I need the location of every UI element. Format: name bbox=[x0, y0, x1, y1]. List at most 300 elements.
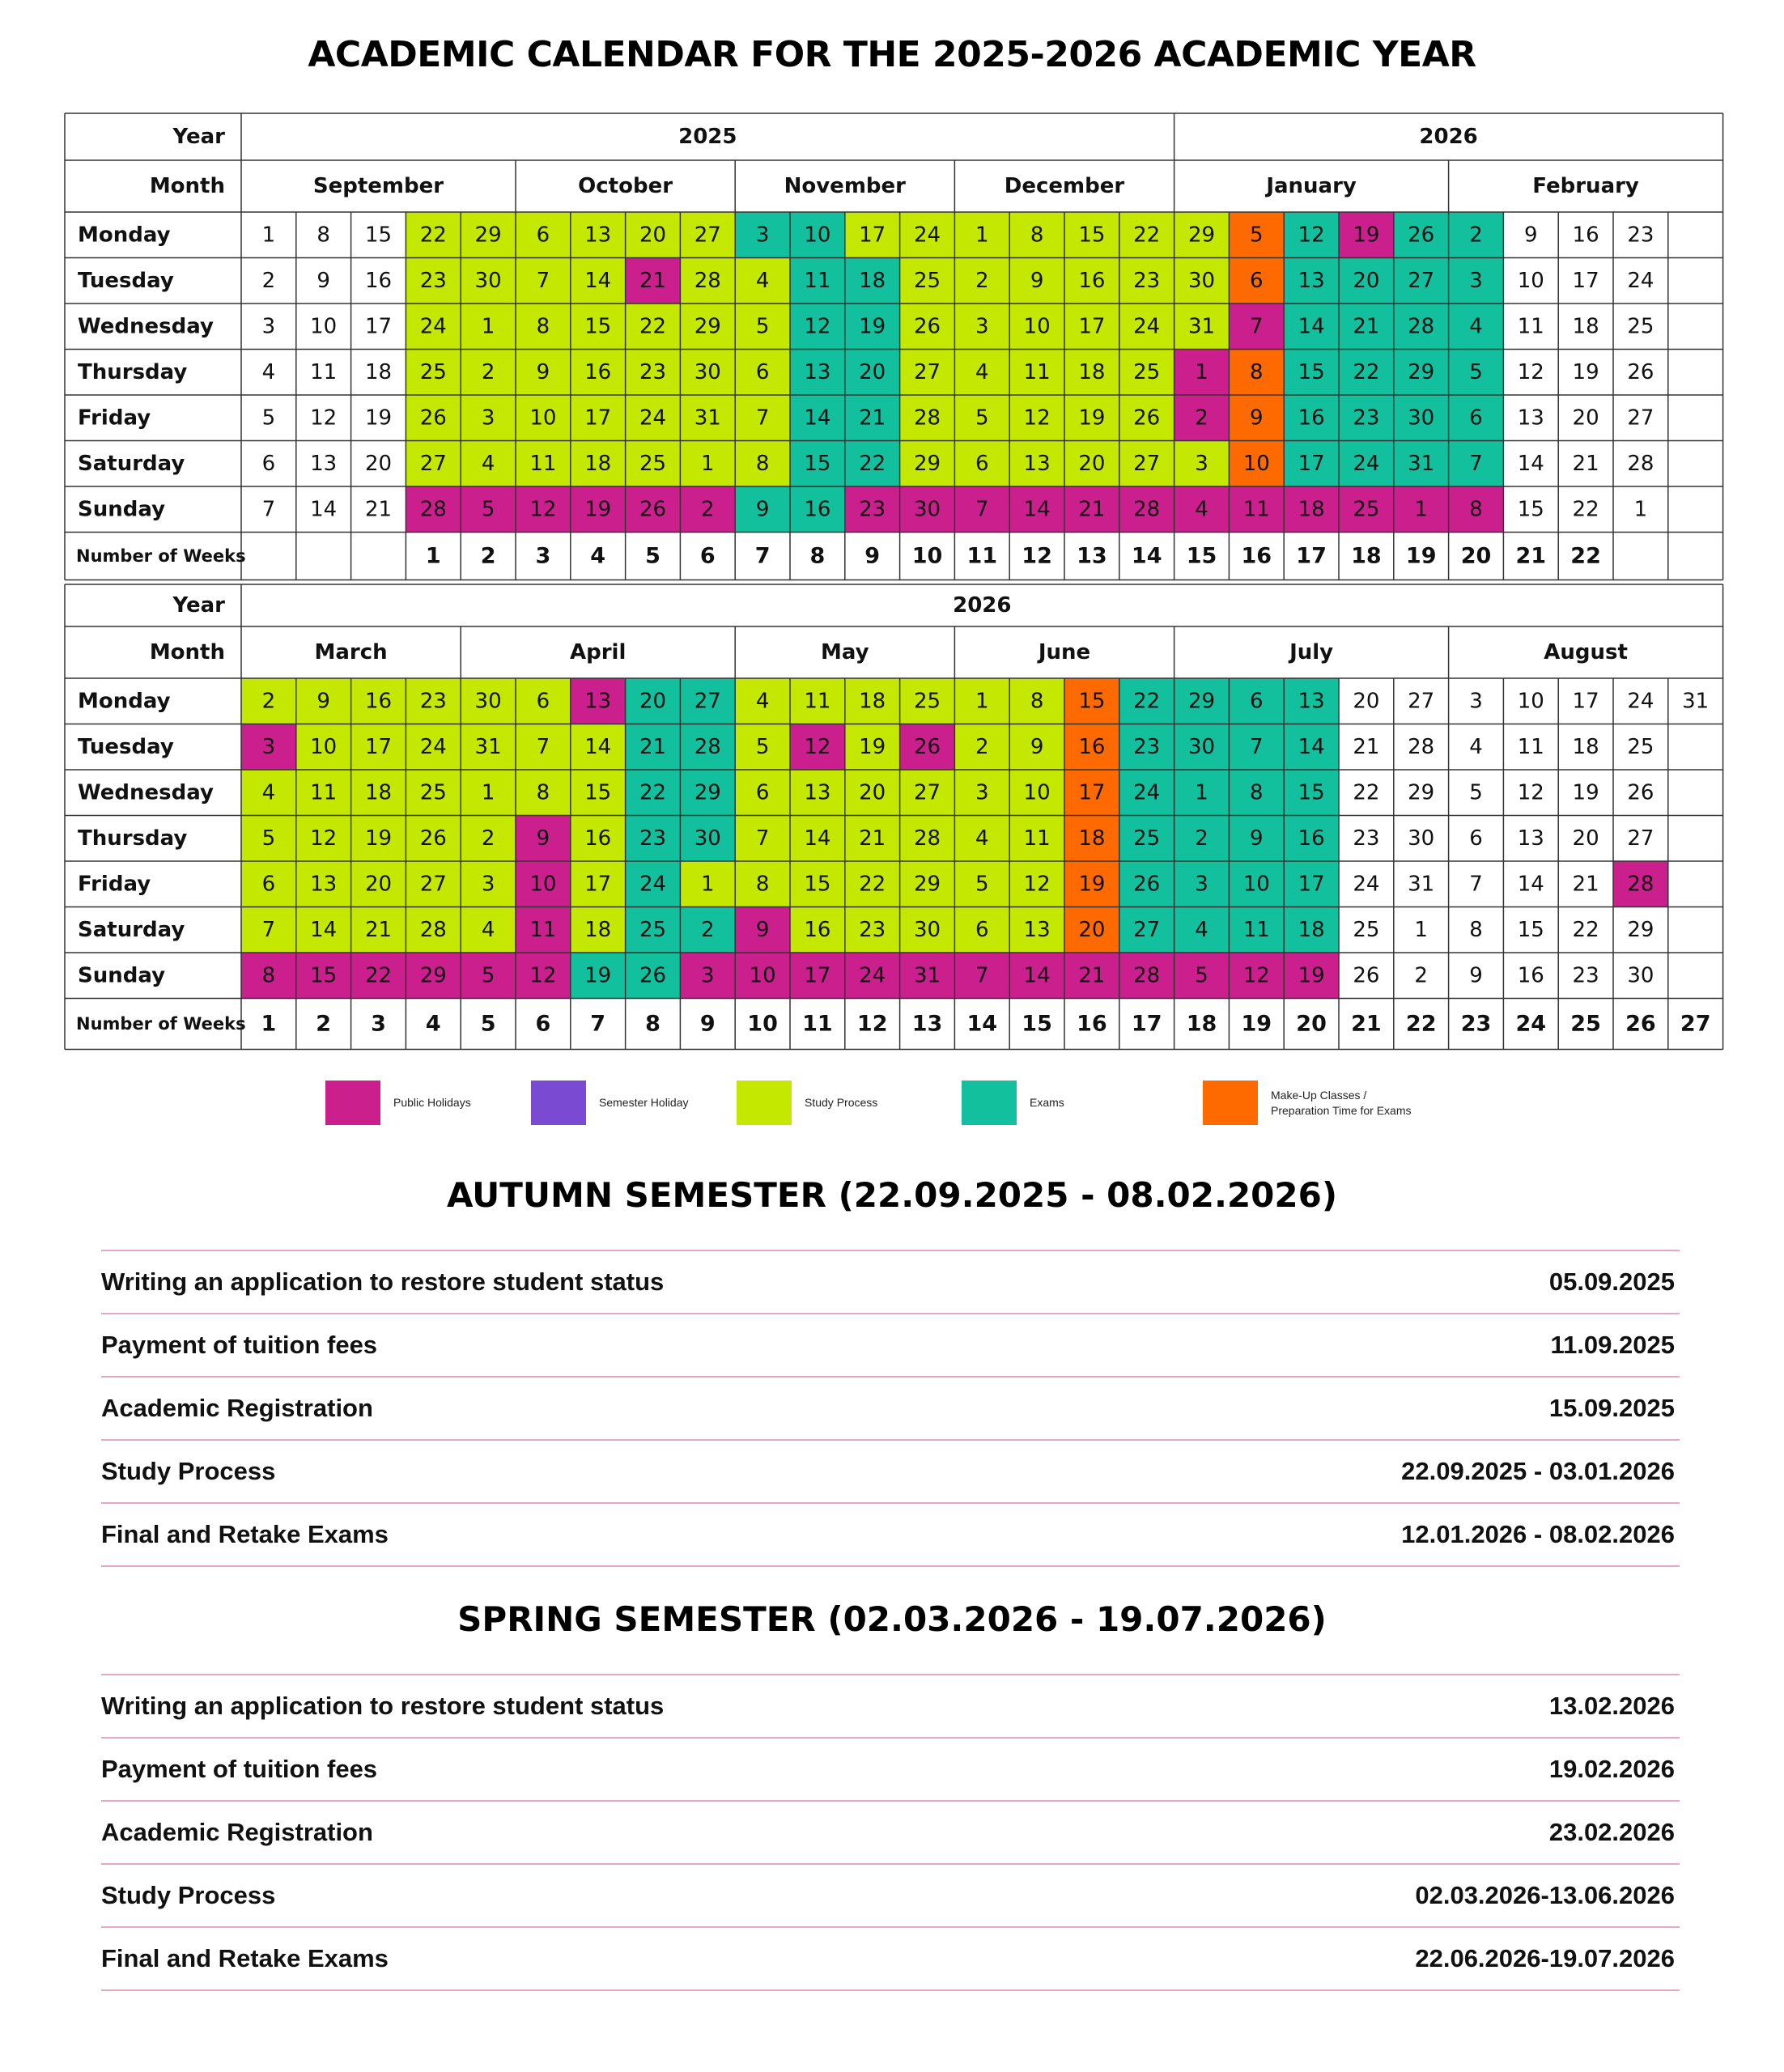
calendar-day: 21 bbox=[1353, 734, 1380, 759]
spring-semester-title: SPRING SEMESTER (02.03.2026 - 19.07.2026) bbox=[457, 1599, 1327, 1639]
schedule-date: 22.09.2025 - 03.01.2026 bbox=[1401, 1457, 1675, 1485]
week-number: 8 bbox=[645, 1011, 661, 1037]
calendar-day: 27 bbox=[913, 359, 941, 384]
schedule-date: 19.02.2026 bbox=[1548, 1755, 1675, 1783]
calendar-day: 6 bbox=[1469, 405, 1483, 431]
calendar-day: 22 bbox=[859, 451, 886, 476]
month-header: November bbox=[784, 174, 906, 198]
calendar-day: 31 bbox=[913, 963, 941, 988]
calendar-day: 18 bbox=[1078, 826, 1106, 851]
calendar-day: 7 bbox=[755, 405, 770, 431]
calendar-day: 27 bbox=[1133, 917, 1161, 942]
calendar-day: 2 bbox=[701, 917, 715, 942]
calendar-day: 4 bbox=[755, 268, 770, 293]
calendar-day: 30 bbox=[1627, 963, 1654, 988]
calendar-day: 4 bbox=[261, 780, 276, 805]
calendar-day: 25 bbox=[1133, 359, 1161, 384]
week-number: 7 bbox=[754, 543, 771, 569]
row-label-weeks: Number of Weeks bbox=[76, 546, 246, 566]
week-number: 19 bbox=[1241, 1011, 1272, 1037]
calendar-day: 17 bbox=[584, 405, 612, 431]
calendar-day: 21 bbox=[1353, 314, 1380, 339]
month-header: April bbox=[570, 640, 627, 664]
month-header: January bbox=[1266, 174, 1357, 198]
calendar-day: 28 bbox=[1627, 451, 1654, 476]
calendar-day: 28 bbox=[913, 826, 941, 851]
calendar-day: 8 bbox=[316, 223, 330, 248]
calendar-day: 18 bbox=[584, 917, 612, 942]
calendar-day: 12 bbox=[804, 734, 831, 759]
calendar-day: 22 bbox=[639, 314, 667, 339]
calendar-day: 19 bbox=[1572, 359, 1599, 384]
calendar-day: 2 bbox=[1195, 405, 1208, 431]
calendar-day: 16 bbox=[584, 826, 612, 851]
calendar-day: 2 bbox=[1195, 826, 1208, 851]
calendar-day: 10 bbox=[1242, 872, 1270, 897]
row-label-day: Saturday bbox=[78, 917, 185, 942]
calendar-day: 3 bbox=[975, 780, 989, 805]
week-number: 17 bbox=[1131, 1011, 1162, 1037]
calendar-day: 20 bbox=[1572, 826, 1599, 851]
schedule-date: 15.09.2025 bbox=[1548, 1394, 1675, 1422]
legend-swatch-semester-holiday bbox=[531, 1081, 586, 1125]
calendar-day: 29 bbox=[694, 314, 721, 339]
calendar-day: 23 bbox=[1627, 223, 1654, 248]
calendar-day: 26 bbox=[639, 497, 667, 522]
calendar-day: 2 bbox=[975, 268, 989, 293]
calendar-day: 28 bbox=[694, 734, 721, 759]
week-number: 18 bbox=[1351, 543, 1382, 569]
calendar-day: 9 bbox=[755, 497, 770, 522]
calendar-day: 11 bbox=[1517, 314, 1544, 339]
calendar-day: 29 bbox=[694, 780, 721, 805]
calendar-day: 3 bbox=[1469, 268, 1483, 293]
calendar-day: 6 bbox=[975, 451, 989, 476]
calendar-day: 1 bbox=[975, 689, 989, 714]
calendar-day: 29 bbox=[1408, 359, 1435, 384]
calendar-day: 21 bbox=[1572, 872, 1599, 897]
calendar-day: 19 bbox=[1572, 780, 1599, 805]
calendar-day: 31 bbox=[474, 734, 502, 759]
calendar-day: 30 bbox=[1408, 405, 1435, 431]
calendar-day: 20 bbox=[364, 451, 393, 476]
calendar-day: 15 bbox=[584, 780, 612, 805]
schedule-label: Writing an application to restore student status bbox=[101, 1692, 665, 1720]
month-header: March bbox=[314, 640, 388, 664]
calendar-day: 4 bbox=[1469, 734, 1483, 759]
calendar-day: 30 bbox=[1187, 734, 1216, 759]
calendar-day: 20 bbox=[1353, 268, 1380, 293]
legend-swatch-make-up-classes bbox=[1203, 1081, 1258, 1125]
calendar-day: 16 bbox=[804, 917, 831, 942]
calendar-day: 20 bbox=[639, 689, 667, 714]
calendar-day: 19 bbox=[364, 405, 393, 431]
calendar-day: 8 bbox=[536, 780, 550, 805]
calendar-day: 9 bbox=[316, 689, 330, 714]
calendar-day: 17 bbox=[364, 314, 393, 339]
calendar-day: 23 bbox=[639, 826, 667, 851]
calendar-day: 6 bbox=[1469, 826, 1483, 851]
calendar-day: 12 bbox=[1023, 872, 1051, 897]
calendar-day: 6 bbox=[536, 223, 550, 248]
week-number: 12 bbox=[856, 1011, 888, 1037]
calendar-day: 9 bbox=[1030, 268, 1044, 293]
month-header: December bbox=[1004, 174, 1125, 198]
calendar-day: 4 bbox=[1469, 314, 1483, 339]
calendar-day: 30 bbox=[694, 359, 721, 384]
calendar-day: 11 bbox=[1517, 734, 1544, 759]
calendar-day: 21 bbox=[1078, 963, 1106, 988]
calendar-day: 18 bbox=[584, 451, 612, 476]
calendar-day: 1 bbox=[701, 451, 715, 476]
calendar-day: 11 bbox=[1023, 359, 1051, 384]
calendar-day: 3 bbox=[975, 314, 989, 339]
calendar-day: 7 bbox=[1469, 872, 1483, 897]
calendar-day: 21 bbox=[1572, 451, 1599, 476]
calendar-day: 29 bbox=[1627, 917, 1654, 942]
calendar-day: 9 bbox=[536, 826, 550, 851]
calendar-day: 11 bbox=[1242, 497, 1270, 522]
calendar-day: 29 bbox=[1187, 689, 1216, 714]
calendar-day: 8 bbox=[1469, 917, 1483, 942]
calendar-day: 25 bbox=[639, 917, 667, 942]
calendar-day: 26 bbox=[639, 963, 667, 988]
calendar-day: 15 bbox=[1517, 497, 1544, 522]
calendar-day: 30 bbox=[913, 917, 941, 942]
row-label-month: Month bbox=[149, 640, 225, 664]
schedule-label: Final and Retake Exams bbox=[101, 1944, 389, 1972]
calendar-day: 4 bbox=[261, 359, 276, 384]
row-label-day: Tuesday bbox=[78, 268, 174, 293]
calendar-day: 23 bbox=[859, 917, 886, 942]
week-number: 10 bbox=[747, 1011, 778, 1037]
calendar-day: 18 bbox=[1572, 314, 1599, 339]
week-number: 6 bbox=[699, 543, 716, 569]
calendar-day: 28 bbox=[694, 268, 721, 293]
calendar-day: 7 bbox=[1469, 451, 1483, 476]
calendar-day: 12 bbox=[1023, 405, 1051, 431]
calendar-day: 14 bbox=[1023, 963, 1051, 988]
schedule-row bbox=[101, 1737, 1680, 1800]
calendar-day: 16 bbox=[1298, 405, 1325, 431]
calendar-day: 15 bbox=[1298, 359, 1325, 384]
calendar-day: 17 bbox=[1572, 268, 1599, 293]
calendar-day: 6 bbox=[975, 917, 989, 942]
calendar-day: 28 bbox=[1133, 963, 1161, 988]
calendar-day: 2 bbox=[975, 734, 989, 759]
calendar-day: 7 bbox=[261, 917, 276, 942]
week-number: 13 bbox=[1077, 543, 1107, 569]
calendar-day: 28 bbox=[419, 497, 447, 522]
calendar-day: 22 bbox=[1133, 223, 1161, 248]
calendar-day: 12 bbox=[529, 497, 557, 522]
week-number: 4 bbox=[425, 1011, 441, 1037]
calendar-day: 25 bbox=[913, 689, 941, 714]
calendar-day: 5 bbox=[1469, 359, 1483, 384]
row-label-day: Monday bbox=[78, 689, 171, 714]
calendar-day: 24 bbox=[1353, 872, 1380, 897]
week-number: 5 bbox=[480, 1011, 496, 1037]
calendar-day: 7 bbox=[1250, 314, 1264, 339]
calendar-day: 14 bbox=[804, 405, 831, 431]
calendar-day: 21 bbox=[639, 268, 667, 293]
calendar-day: 11 bbox=[1242, 917, 1270, 942]
week-number: 19 bbox=[1405, 543, 1437, 569]
legend-label: Make-Up Classes / Preparation Time for Exams bbox=[1271, 1088, 1412, 1117]
calendar-day: 21 bbox=[364, 917, 393, 942]
calendar-day: 16 bbox=[804, 497, 831, 522]
calendar-day: 5 bbox=[755, 314, 770, 339]
calendar-day: 17 bbox=[584, 872, 612, 897]
schedule-row bbox=[101, 1376, 1680, 1439]
calendar-day: 18 bbox=[1078, 359, 1106, 384]
week-number: 24 bbox=[1515, 1011, 1547, 1037]
legend-label: Exams bbox=[1030, 1096, 1064, 1109]
schedule-label: Academic Registration bbox=[101, 1394, 373, 1422]
calendar-day: 7 bbox=[536, 268, 550, 293]
calendar-day: 4 bbox=[755, 689, 770, 714]
calendar-day: 26 bbox=[1133, 872, 1161, 897]
calendar-day: 1 bbox=[261, 223, 276, 248]
calendar-day: 1 bbox=[1195, 359, 1208, 384]
page-title: ACADEMIC CALENDAR FOR THE 2025-2026 ACADEMIC YEAR bbox=[308, 34, 1476, 75]
legend-item-study-process bbox=[737, 1081, 877, 1125]
calendar-day: 31 bbox=[694, 405, 721, 431]
calendar-day: 19 bbox=[584, 963, 612, 988]
week-number: 23 bbox=[1460, 1011, 1492, 1037]
calendar-day: 15 bbox=[364, 223, 393, 248]
week-number: 3 bbox=[535, 543, 551, 569]
calendar-day: 8 bbox=[1250, 780, 1264, 805]
calendar-day: 4 bbox=[481, 451, 495, 476]
calendar-day: 30 bbox=[474, 268, 502, 293]
calendar-day: 8 bbox=[755, 451, 770, 476]
calendar-day: 13 bbox=[1517, 405, 1544, 431]
calendar-day: 14 bbox=[1298, 314, 1325, 339]
month-header: September bbox=[312, 174, 444, 198]
calendar-day: 26 bbox=[913, 734, 941, 759]
calendar-day: 15 bbox=[584, 314, 612, 339]
schedule-label: Study Process bbox=[101, 1881, 276, 1909]
calendar-day: 1 bbox=[701, 872, 715, 897]
calendar-day: 19 bbox=[859, 734, 886, 759]
legend-swatch-exams bbox=[962, 1081, 1017, 1125]
schedule-label: Academic Registration bbox=[101, 1818, 373, 1846]
calendar-day: 1 bbox=[481, 314, 495, 339]
month-header: May bbox=[821, 640, 869, 664]
calendar-day: 14 bbox=[1298, 734, 1325, 759]
calendar-day: 14 bbox=[1517, 451, 1544, 476]
calendar-day: 19 bbox=[1353, 223, 1380, 248]
legend-swatch-public-holidays bbox=[325, 1081, 380, 1125]
week-number: 1 bbox=[425, 543, 441, 569]
calendar-day: 12 bbox=[529, 963, 557, 988]
week-number: 9 bbox=[699, 1011, 716, 1037]
calendar-day: 9 bbox=[1250, 405, 1264, 431]
calendar-day: 3 bbox=[1195, 451, 1208, 476]
calendar-day: 3 bbox=[261, 314, 276, 339]
calendar-day: 22 bbox=[364, 963, 393, 988]
calendar-day: 10 bbox=[1023, 314, 1051, 339]
calendar-day: 26 bbox=[1133, 405, 1161, 431]
calendar-day: 17 bbox=[804, 963, 831, 988]
calendar-day: 22 bbox=[1572, 917, 1599, 942]
schedule-label: Payment of tuition fees bbox=[101, 1755, 378, 1783]
schedule-row bbox=[101, 1502, 1680, 1567]
schedule-date: 12.01.2026 - 08.02.2026 bbox=[1401, 1520, 1675, 1548]
calendar-day: 10 bbox=[310, 734, 338, 759]
row-label-day: Wednesday bbox=[78, 780, 214, 805]
week-number: 13 bbox=[911, 1011, 943, 1037]
row-label-day: Sunday bbox=[78, 497, 166, 522]
calendar-day: 13 bbox=[1023, 917, 1051, 942]
calendar-day: 16 bbox=[1078, 734, 1106, 759]
calendar-day: 3 bbox=[755, 223, 770, 248]
calendar-day: 8 bbox=[1250, 359, 1264, 384]
calendar-day: 16 bbox=[364, 689, 393, 714]
row-label-day: Thursday bbox=[78, 826, 188, 851]
calendar-day: 18 bbox=[364, 359, 393, 384]
calendar-day: 9 bbox=[1030, 734, 1044, 759]
calendar-day: 27 bbox=[1627, 405, 1654, 431]
month-header: June bbox=[1038, 640, 1091, 664]
week-number: 26 bbox=[1625, 1011, 1656, 1037]
calendar-day: 13 bbox=[1298, 268, 1325, 293]
calendar-day: 25 bbox=[1353, 917, 1380, 942]
calendar-day: 6 bbox=[755, 359, 770, 384]
calendar-day: 26 bbox=[419, 826, 447, 851]
calendar-day: 11 bbox=[804, 268, 831, 293]
week-number: 2 bbox=[480, 543, 496, 569]
week-number: 21 bbox=[1515, 543, 1547, 569]
calendar-day: 29 bbox=[1408, 780, 1435, 805]
calendar-day: 27 bbox=[1133, 451, 1161, 476]
schedule-label: Final and Retake Exams bbox=[101, 1520, 389, 1548]
calendar-day: 20 bbox=[364, 872, 393, 897]
calendar-day: 24 bbox=[859, 963, 886, 988]
schedule-date: 13.02.2026 bbox=[1548, 1692, 1675, 1720]
calendar-day: 13 bbox=[804, 780, 831, 805]
calendar-day: 21 bbox=[859, 826, 886, 851]
calendar-day: 6 bbox=[261, 872, 276, 897]
calendar-day: 2 bbox=[1469, 223, 1483, 248]
calendar-day: 21 bbox=[1078, 497, 1106, 522]
calendar-day: 5 bbox=[1469, 780, 1483, 805]
calendar-day: 25 bbox=[1627, 314, 1654, 339]
week-number: 22 bbox=[1405, 1011, 1437, 1037]
calendar-day: 22 bbox=[1572, 497, 1599, 522]
schedule-row bbox=[101, 1863, 1680, 1926]
calendar-day: 20 bbox=[1078, 451, 1106, 476]
calendar-day: 3 bbox=[481, 405, 495, 431]
calendar-day: 5 bbox=[1195, 963, 1208, 988]
legend-label: Public Holidays bbox=[393, 1096, 471, 1109]
calendar-day: 24 bbox=[419, 314, 447, 339]
calendar-day: 9 bbox=[536, 359, 550, 384]
calendar-day: 22 bbox=[639, 780, 667, 805]
calendar-day: 23 bbox=[1353, 826, 1380, 851]
calendar-day: 12 bbox=[1242, 963, 1270, 988]
calendar-day: 16 bbox=[584, 359, 612, 384]
week-number: 3 bbox=[371, 1011, 386, 1037]
calendar-day: 21 bbox=[639, 734, 667, 759]
row-label-month: Month bbox=[149, 174, 225, 198]
calendar-day: 10 bbox=[749, 963, 776, 988]
calendar-day: 25 bbox=[913, 268, 941, 293]
calendar-day: 24 bbox=[1133, 780, 1161, 805]
calendar-day: 31 bbox=[1682, 689, 1710, 714]
calendar-day: 26 bbox=[1408, 223, 1435, 248]
calendar-day: 5 bbox=[481, 497, 495, 522]
week-number: 11 bbox=[802, 1011, 833, 1037]
week-number: 9 bbox=[864, 543, 881, 569]
calendar-day: 15 bbox=[1078, 689, 1106, 714]
calendar-day: 30 bbox=[474, 689, 502, 714]
calendar-day: 23 bbox=[639, 359, 667, 384]
calendar-day: 16 bbox=[364, 268, 393, 293]
calendar-day: 5 bbox=[1250, 223, 1264, 248]
calendar-day: 17 bbox=[1298, 872, 1325, 897]
legend-item-make-up-classes bbox=[1203, 1081, 1412, 1125]
calendar-day: 31 bbox=[1408, 451, 1435, 476]
calendar-day: 5 bbox=[261, 405, 276, 431]
calendar-day: 25 bbox=[639, 451, 667, 476]
calendar-day: 3 bbox=[701, 963, 715, 988]
calendar-day: 26 bbox=[1627, 359, 1654, 384]
month-header: October bbox=[578, 174, 673, 198]
calendar-day: 20 bbox=[639, 223, 667, 248]
calendar-day: 11 bbox=[310, 780, 338, 805]
calendar-day: 15 bbox=[804, 872, 831, 897]
calendar-day: 3 bbox=[1469, 689, 1483, 714]
calendar-day: 28 bbox=[1408, 314, 1435, 339]
calendar-day: 22 bbox=[419, 223, 447, 248]
calendar-day: 23 bbox=[419, 689, 447, 714]
calendar-day: 9 bbox=[1469, 963, 1483, 988]
calendar-day: 4 bbox=[1195, 497, 1208, 522]
calendar-day: 2 bbox=[261, 268, 276, 293]
calendar-day: 14 bbox=[1517, 872, 1544, 897]
calendar-day: 23 bbox=[419, 268, 447, 293]
calendar-day: 15 bbox=[1517, 917, 1544, 942]
week-number: 21 bbox=[1351, 1011, 1382, 1037]
calendar-day: 10 bbox=[1242, 451, 1270, 476]
calendar-day: 23 bbox=[1572, 963, 1599, 988]
calendar-day: 17 bbox=[1078, 780, 1106, 805]
calendar-day: 7 bbox=[755, 826, 770, 851]
calendar-day: 15 bbox=[1078, 223, 1106, 248]
week-number: 10 bbox=[911, 543, 943, 569]
week-number: 7 bbox=[590, 1011, 606, 1037]
calendar-day: 1 bbox=[1195, 780, 1208, 805]
calendar-day: 12 bbox=[1298, 223, 1325, 248]
week-number: 27 bbox=[1680, 1011, 1711, 1037]
calendar-day: 17 bbox=[1078, 314, 1106, 339]
schedule-row bbox=[101, 1439, 1680, 1502]
spring-schedule bbox=[101, 1674, 1680, 1991]
calendar-day: 16 bbox=[1517, 963, 1544, 988]
calendar-day: 11 bbox=[1023, 826, 1051, 851]
row-label-day: Sunday bbox=[78, 963, 166, 988]
calendar-day: 5 bbox=[975, 872, 989, 897]
calendar-day: 1 bbox=[975, 223, 989, 248]
calendar-day: 8 bbox=[1030, 223, 1044, 248]
calendar-day: 16 bbox=[1078, 268, 1106, 293]
year-header: 2025 bbox=[678, 125, 737, 149]
calendar-day: 13 bbox=[1298, 689, 1325, 714]
calendar-day: 7 bbox=[975, 497, 989, 522]
calendar-day: 11 bbox=[804, 689, 831, 714]
